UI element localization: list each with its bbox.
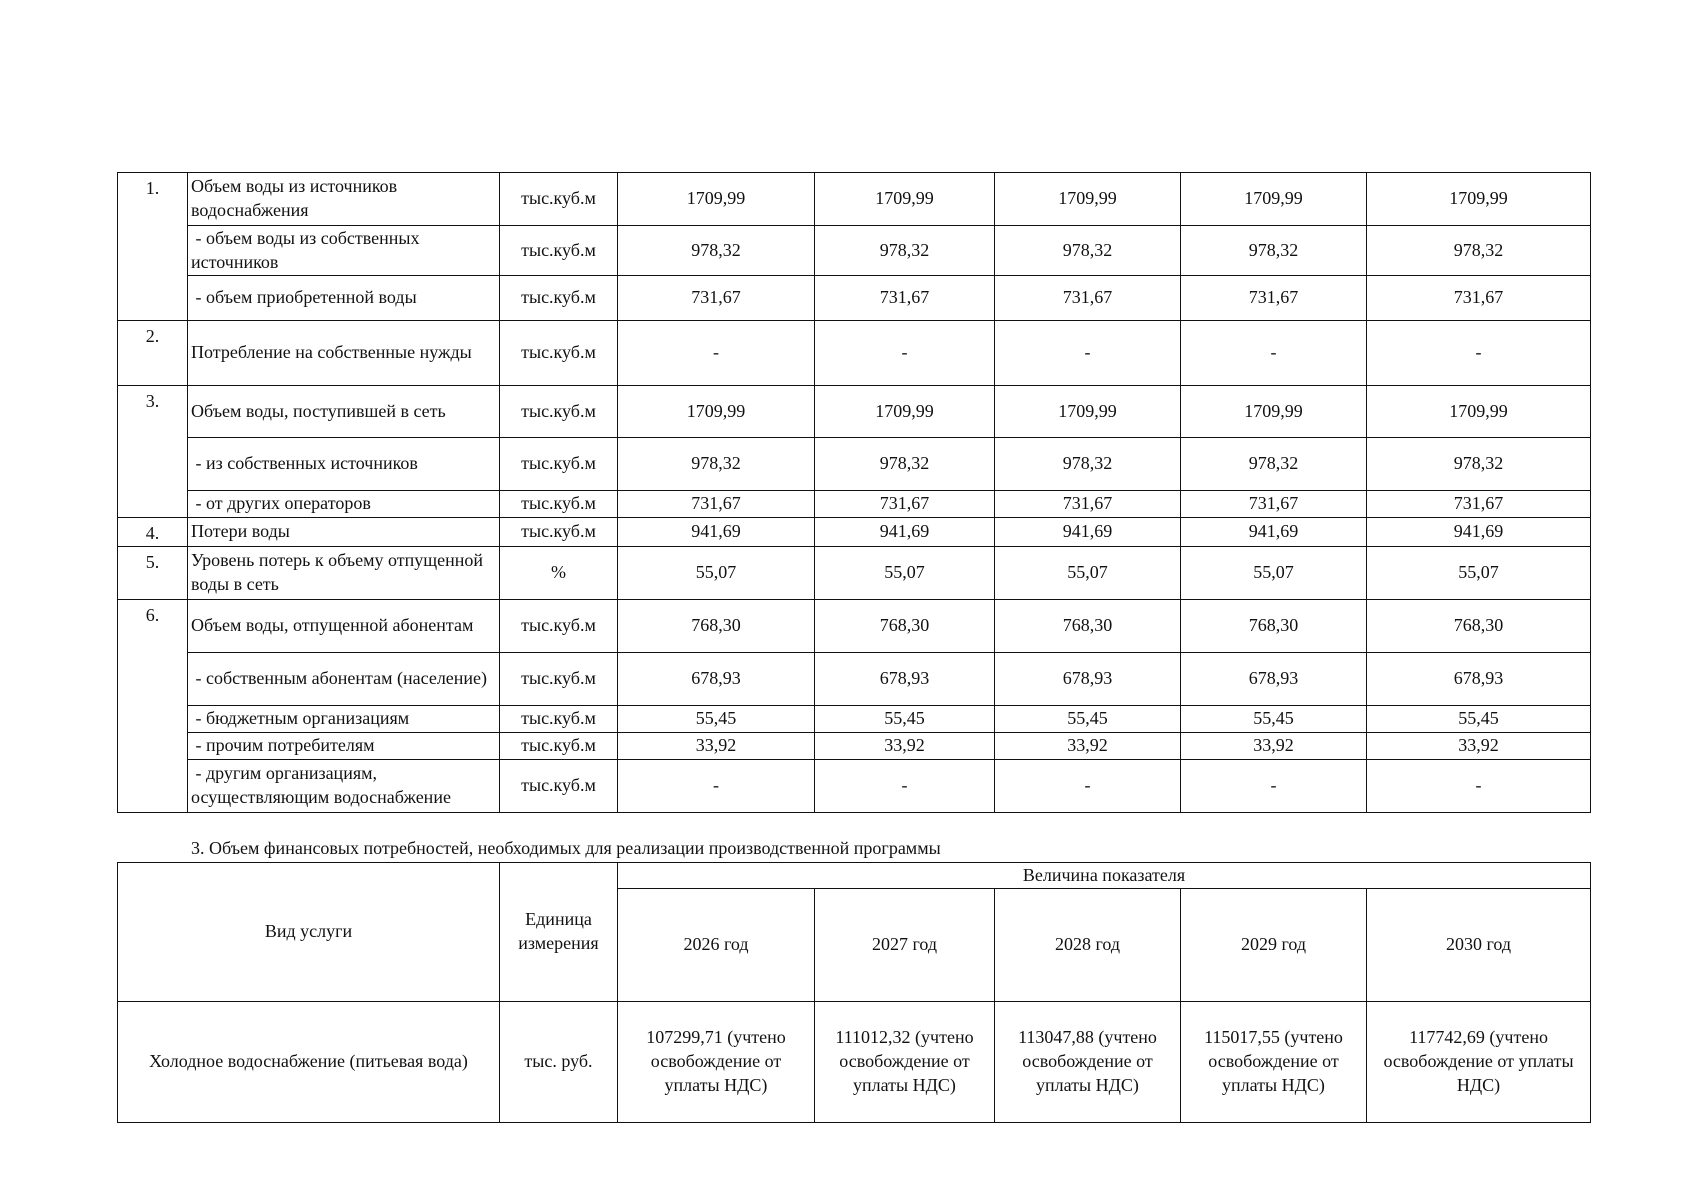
finance-data-row xyxy=(118,1002,1591,1123)
finance-section-heading: 3. Объем финансовых потребностей, необходимых для реализации производственной программы xyxy=(191,838,941,858)
value-cell: 1709,99 xyxy=(618,386,815,438)
value-cell: - xyxy=(618,321,815,386)
service-column-header: Вид услуги xyxy=(118,863,500,1002)
indicator-name: Уровень потерь к объему отпущенной воды в сеть xyxy=(188,546,500,599)
value-cell: 1709,99 xyxy=(1367,386,1591,438)
value-cell: 678,93 xyxy=(815,652,995,705)
year-header: 2027 год xyxy=(815,889,995,1002)
indicator-name: - бюджетным организациям xyxy=(188,705,500,732)
value-cell: 1709,99 xyxy=(618,173,815,226)
indicator-name: - от других операторов xyxy=(188,491,500,518)
value-cell: 768,30 xyxy=(618,599,815,652)
unit-cell: тыс.куб.м xyxy=(500,652,618,705)
unit-cell: тыс.куб.м xyxy=(500,276,618,321)
table-row xyxy=(118,759,1591,812)
indicator-name: - из собственных источников xyxy=(188,438,500,491)
finance-value-cell: 115017,55 (учтено освобождение от уплаты НДС) xyxy=(1181,1002,1367,1123)
value-cell: 33,92 xyxy=(618,732,815,759)
unit-cell: тыс.куб.м xyxy=(500,732,618,759)
table-row xyxy=(118,386,1591,438)
value-cell: 978,32 xyxy=(1367,438,1591,491)
value-cell: 678,93 xyxy=(995,652,1181,705)
year-header: 2028 год xyxy=(995,889,1181,1002)
value-cell: 55,07 xyxy=(815,546,995,599)
table-row xyxy=(118,491,1591,518)
value-group-header: Величина показателя xyxy=(618,863,1591,889)
value-cell: 1709,99 xyxy=(1181,173,1367,226)
finance-value-cell: 111012,32 (учтено освобождение от уплаты НДС) xyxy=(815,1002,995,1123)
value-cell: 1709,99 xyxy=(995,173,1181,226)
unit-column-header: Единица измерения xyxy=(500,863,618,1002)
value-cell: 1709,99 xyxy=(1367,173,1591,226)
value-cell: 941,69 xyxy=(995,518,1181,547)
value-cell: 33,92 xyxy=(995,732,1181,759)
row-number: 3. xyxy=(118,386,188,518)
indicator-name: Потери воды xyxy=(188,518,500,547)
value-cell: 978,32 xyxy=(815,438,995,491)
table-row xyxy=(118,321,1591,386)
unit-cell: тыс.куб.м xyxy=(500,518,618,547)
value-cell: 731,67 xyxy=(815,491,995,518)
value-cell: 678,93 xyxy=(1367,652,1591,705)
value-cell: - xyxy=(995,321,1181,386)
value-cell: 55,07 xyxy=(1181,546,1367,599)
indicator-name: Объем воды из источников водоснабжения xyxy=(188,173,500,226)
table-row xyxy=(118,652,1591,705)
value-cell: 1709,99 xyxy=(995,386,1181,438)
value-cell: 978,32 xyxy=(618,438,815,491)
value-cell: 1709,99 xyxy=(815,386,995,438)
value-cell: 978,32 xyxy=(995,438,1181,491)
year-header: 2029 год xyxy=(1181,889,1367,1002)
water-volume-table xyxy=(117,172,1591,813)
value-cell: - xyxy=(618,759,815,812)
value-cell: 768,30 xyxy=(815,599,995,652)
value-cell: 1709,99 xyxy=(1181,386,1367,438)
value-cell: 731,67 xyxy=(995,276,1181,321)
value-cell: 731,67 xyxy=(1367,276,1591,321)
row-number: 1. xyxy=(118,173,188,321)
water-volume-table-body xyxy=(118,173,1591,813)
value-cell: 55,45 xyxy=(1181,705,1367,732)
value-cell: 768,30 xyxy=(1181,599,1367,652)
unit-cell: тыс.куб.м xyxy=(500,438,618,491)
value-cell: 678,93 xyxy=(1181,652,1367,705)
value-cell: 978,32 xyxy=(618,226,815,276)
value-cell: - xyxy=(1181,321,1367,386)
unit-cell: % xyxy=(500,546,618,599)
value-cell: - xyxy=(815,759,995,812)
unit-cell: тыс.куб.м xyxy=(500,599,618,652)
value-cell: 731,67 xyxy=(815,276,995,321)
value-cell: 768,30 xyxy=(995,599,1181,652)
indicator-name: Потребление на собственные нужды xyxy=(188,321,500,386)
value-cell: 978,32 xyxy=(1367,226,1591,276)
value-cell: 1709,99 xyxy=(815,173,995,226)
unit-cell: тыс.куб.м xyxy=(500,226,618,276)
value-cell: - xyxy=(1181,759,1367,812)
value-cell: 731,67 xyxy=(1181,491,1367,518)
year-header: 2026 год xyxy=(618,889,815,1002)
indicator-name: - собственным абонентам (население) xyxy=(188,652,500,705)
value-cell: 731,67 xyxy=(995,491,1181,518)
value-cell: 33,92 xyxy=(815,732,995,759)
value-cell: - xyxy=(995,759,1181,812)
unit-cell: тыс.куб.м xyxy=(500,759,618,812)
table-row xyxy=(118,599,1591,652)
value-cell: 33,92 xyxy=(1367,732,1591,759)
value-cell: 978,32 xyxy=(815,226,995,276)
finance-value-cell: 113047,88 (учтено освобождение от уплаты НДС) xyxy=(995,1002,1181,1123)
finance-header-row xyxy=(118,863,1591,889)
value-cell: 978,32 xyxy=(1181,226,1367,276)
value-cell: 55,07 xyxy=(1367,546,1591,599)
value-cell: 941,69 xyxy=(815,518,995,547)
row-number: 2. xyxy=(118,321,188,386)
value-cell: - xyxy=(1367,759,1591,812)
value-cell: 941,69 xyxy=(618,518,815,547)
table-row xyxy=(118,226,1591,276)
value-cell: 55,07 xyxy=(618,546,815,599)
finance-value-cell: 107299,71 (учтено освобождение от уплаты НДС) xyxy=(618,1002,815,1123)
indicator-name: - объем воды из собственных источников xyxy=(188,226,500,276)
table-row xyxy=(118,518,1591,547)
unit-cell: тыс.куб.м xyxy=(500,491,618,518)
value-cell: 678,93 xyxy=(618,652,815,705)
value-cell: 55,45 xyxy=(1367,705,1591,732)
value-cell: 731,67 xyxy=(618,491,815,518)
indicator-name: Объем воды, поступившей в сеть xyxy=(188,386,500,438)
year-header: 2030 год xyxy=(1367,889,1591,1002)
value-cell: 731,67 xyxy=(618,276,815,321)
value-cell: 55,45 xyxy=(618,705,815,732)
unit-cell: тыс.куб.м xyxy=(500,321,618,386)
value-cell: 33,92 xyxy=(1181,732,1367,759)
table-row xyxy=(118,276,1591,321)
value-cell: 731,67 xyxy=(1181,276,1367,321)
value-cell: 978,32 xyxy=(995,226,1181,276)
table-row xyxy=(118,173,1591,226)
unit-cell: тыс.куб.м xyxy=(500,386,618,438)
indicator-name: Объем воды, отпущенной абонентам xyxy=(188,599,500,652)
value-cell: 55,07 xyxy=(995,546,1181,599)
unit-cell: тыс.куб.м xyxy=(500,173,618,226)
value-cell: 768,30 xyxy=(1367,599,1591,652)
value-cell: 55,45 xyxy=(995,705,1181,732)
value-cell: 978,32 xyxy=(1181,438,1367,491)
value-cell: - xyxy=(1367,321,1591,386)
indicator-name: - прочим потребителям xyxy=(188,732,500,759)
service-name: Холодное водоснабжение (питьевая вода) xyxy=(118,1002,500,1123)
value-cell: - xyxy=(815,321,995,386)
row-number: 6. xyxy=(118,599,188,812)
table-row xyxy=(118,438,1591,491)
row-number: 4. xyxy=(118,518,188,547)
value-cell: 55,45 xyxy=(815,705,995,732)
table-row xyxy=(118,705,1591,732)
table-row xyxy=(118,546,1591,599)
unit-cell: тыс. руб. xyxy=(500,1002,618,1123)
finance-value-cell: 117742,69 (учтено освобождение от уплаты НДС) xyxy=(1367,1002,1591,1123)
value-cell: 731,67 xyxy=(1367,491,1591,518)
finance-table xyxy=(117,862,1591,1123)
value-cell: 941,69 xyxy=(1367,518,1591,547)
row-number: 5. xyxy=(118,546,188,599)
table-row xyxy=(118,732,1591,759)
indicator-name: - другим организациям, осуществляющим водоснабжение xyxy=(188,759,500,812)
unit-cell: тыс.куб.м xyxy=(500,705,618,732)
value-cell: 941,69 xyxy=(1181,518,1367,547)
indicator-name: - объем приобретенной воды xyxy=(188,276,500,321)
